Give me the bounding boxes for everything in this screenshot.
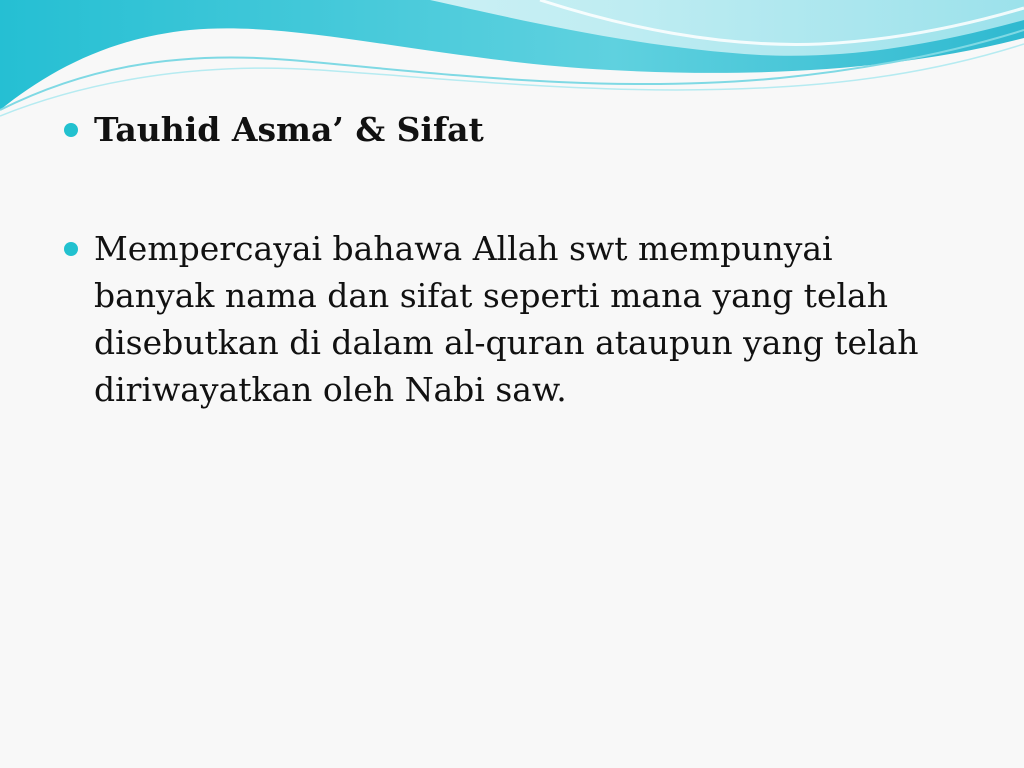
bullet-heading [62, 106, 962, 153]
bullet-dot-icon [64, 242, 78, 256]
wave-header-decoration [0, 0, 1024, 120]
bullet-body [62, 225, 962, 413]
slide-content [62, 106, 962, 413]
bullet-dot-icon [64, 123, 78, 137]
heading-text: Tauhid Asma’ & Sifat [94, 110, 484, 149]
body-text: Mempercayai bahawa Allah swt mempunyai banyak nama dan sifat seperti mana yang telah disebutkan di dalam al-quran ataupun yang telah diriwayatkan oleh Nabi saw. [94, 229, 919, 409]
